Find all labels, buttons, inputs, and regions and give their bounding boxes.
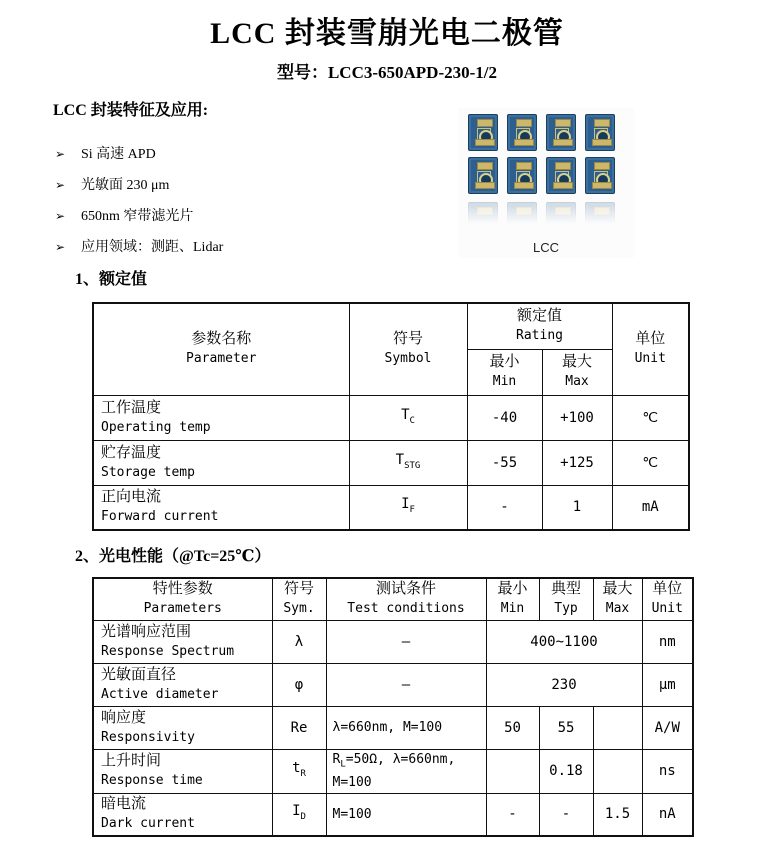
chip-aperture xyxy=(477,171,491,185)
symbol-cell: $I_F$ xyxy=(349,485,467,530)
chip-aperture xyxy=(516,128,530,142)
parameter-name: 工作温度 Operating temp xyxy=(93,395,349,440)
chip-aperture xyxy=(594,171,608,185)
reflection-fade xyxy=(458,202,634,228)
typ-cell: 55 xyxy=(539,706,593,749)
unit-cell: ℃ xyxy=(612,395,689,440)
col-header-sym: 符号 Sym. xyxy=(272,578,326,620)
section2-heading: 2、光电性能（@Tc=25℃） xyxy=(75,548,271,565)
col-header-parameters: 特性参数 Parameters xyxy=(93,578,272,620)
symbol-cell: λ xyxy=(272,620,326,663)
max-cell xyxy=(593,749,642,793)
max-cell xyxy=(593,706,642,749)
chip-aperture xyxy=(594,128,608,142)
parameter-name: 光谱响应范围 Response Spectrum xyxy=(93,620,272,663)
max-cell: +125 xyxy=(542,440,612,485)
parameter-name: 响应度 Responsivity xyxy=(93,706,272,749)
col-header-test-conditions: 测试条件 Test conditions xyxy=(326,578,486,620)
feature-label: 应用领域：测距、Lidar xyxy=(81,240,224,255)
lcc-chip xyxy=(507,157,537,194)
max-cell: 1 xyxy=(542,485,612,530)
feature-item xyxy=(55,205,193,225)
bullet-arrow-icon: ➢ xyxy=(55,147,66,161)
min-cell: - xyxy=(467,485,542,530)
lcc-chip xyxy=(468,157,498,194)
unit-cell: μm xyxy=(642,663,693,706)
table-row xyxy=(93,395,689,440)
bullet-arrow-icon: ➢ xyxy=(55,240,66,254)
feature-item xyxy=(55,236,223,256)
min-cell xyxy=(486,749,539,793)
range-cell: 400~1100 xyxy=(486,620,642,663)
table-row xyxy=(93,663,693,706)
chip-aperture xyxy=(555,171,569,185)
lcc-chip xyxy=(507,114,537,151)
test-conditions-cell: — xyxy=(326,663,486,706)
lcc-chip xyxy=(546,114,576,151)
chip-aperture xyxy=(516,171,530,185)
lcc-chip xyxy=(468,114,498,151)
unit-cell: ns xyxy=(642,749,693,793)
lcc-chip xyxy=(585,114,615,151)
test-conditions-cell: $R_L=50\Omega$, λ=660nm, M=100 xyxy=(326,749,486,793)
table-row xyxy=(93,620,693,663)
min-cell: -40 xyxy=(467,395,542,440)
min-cell: - xyxy=(486,793,539,836)
range-cell: 230 xyxy=(486,663,642,706)
parameter-name: 暗电流 Dark current xyxy=(93,793,272,836)
col-header-rating: 额定值 Rating xyxy=(467,303,612,349)
col-header-min: 最小 Min xyxy=(467,349,542,395)
feature-label: Si 高速 APD xyxy=(81,147,156,162)
typ-cell: 0.18 xyxy=(539,749,593,793)
parameter-name: 上升时间 Response time xyxy=(93,749,272,793)
typ-cell: - xyxy=(539,793,593,836)
unit-cell: ℃ xyxy=(612,440,689,485)
max-cell: +100 xyxy=(542,395,612,440)
page-title: LCC 封装雪崩光电二极管 xyxy=(210,17,564,50)
feature-item xyxy=(55,174,169,194)
lcc-chip xyxy=(546,157,576,194)
ratings-table xyxy=(92,302,690,531)
chip-aperture xyxy=(477,128,491,142)
parameter-name: 正向电流 Forward current xyxy=(93,485,349,530)
col-header-parameter: 参数名称 Parameter xyxy=(93,303,349,395)
col-header-unit: 单位 Unit xyxy=(612,303,689,395)
col-header-symbol: 符号 Symbol xyxy=(349,303,467,395)
lcc-chip xyxy=(585,157,615,194)
symbol-cell: $t_R$ xyxy=(272,749,326,793)
unit-cell: nm xyxy=(642,620,693,663)
lcc-chip-grid xyxy=(468,114,624,194)
symbol-cell: $I_D$ xyxy=(272,793,326,836)
table-row xyxy=(93,749,693,793)
parameter-name: 光敏面直径 Active diameter xyxy=(93,663,272,706)
chip-aperture xyxy=(555,128,569,142)
feature-item xyxy=(55,143,156,163)
symbol-cell: φ xyxy=(272,663,326,706)
symbol-cell: Re xyxy=(272,706,326,749)
model-number: 型号：LCC3-650APD-230-1/2 xyxy=(276,63,498,82)
table-row xyxy=(93,793,693,836)
parameter-name: 贮存温度 Storage temp xyxy=(93,440,349,485)
col-header-typ: 典型 Typ xyxy=(539,578,593,620)
col-header-unit: 单位 Unit xyxy=(642,578,693,620)
test-conditions-cell: λ=660nm, M=100 xyxy=(326,706,486,749)
min-cell: 50 xyxy=(486,706,539,749)
table-row xyxy=(93,440,689,485)
unit-cell: A/W xyxy=(642,706,693,749)
unit-cell: nA xyxy=(642,793,693,836)
table-row xyxy=(93,706,693,749)
max-cell: 1.5 xyxy=(593,793,642,836)
table-row xyxy=(93,485,689,530)
performance-table xyxy=(92,577,694,837)
feature-label: 光敏面 230 μm xyxy=(81,178,170,193)
test-conditions-cell: — xyxy=(326,620,486,663)
min-cell: -55 xyxy=(467,440,542,485)
col-header-min: 最小 Min xyxy=(486,578,539,620)
symbol-cell: $T_C$ xyxy=(349,395,467,440)
photo-caption: LCC xyxy=(532,240,559,255)
features-heading: LCC 封装特征及应用: xyxy=(53,102,209,119)
product-photo xyxy=(458,108,634,258)
bullet-arrow-icon: ➢ xyxy=(55,209,66,223)
col-header-max: 最大 Max xyxy=(593,578,642,620)
section1-heading: 1、额定值 xyxy=(75,271,148,288)
symbol-cell: $T_{STG}$ xyxy=(349,440,467,485)
feature-label: 650nm 窄带滤光片 xyxy=(81,209,194,224)
col-header-max: 最大 Max xyxy=(542,349,612,395)
unit-cell: mA xyxy=(612,485,689,530)
test-conditions-cell: M=100 xyxy=(326,793,486,836)
bullet-arrow-icon: ➢ xyxy=(55,178,66,192)
